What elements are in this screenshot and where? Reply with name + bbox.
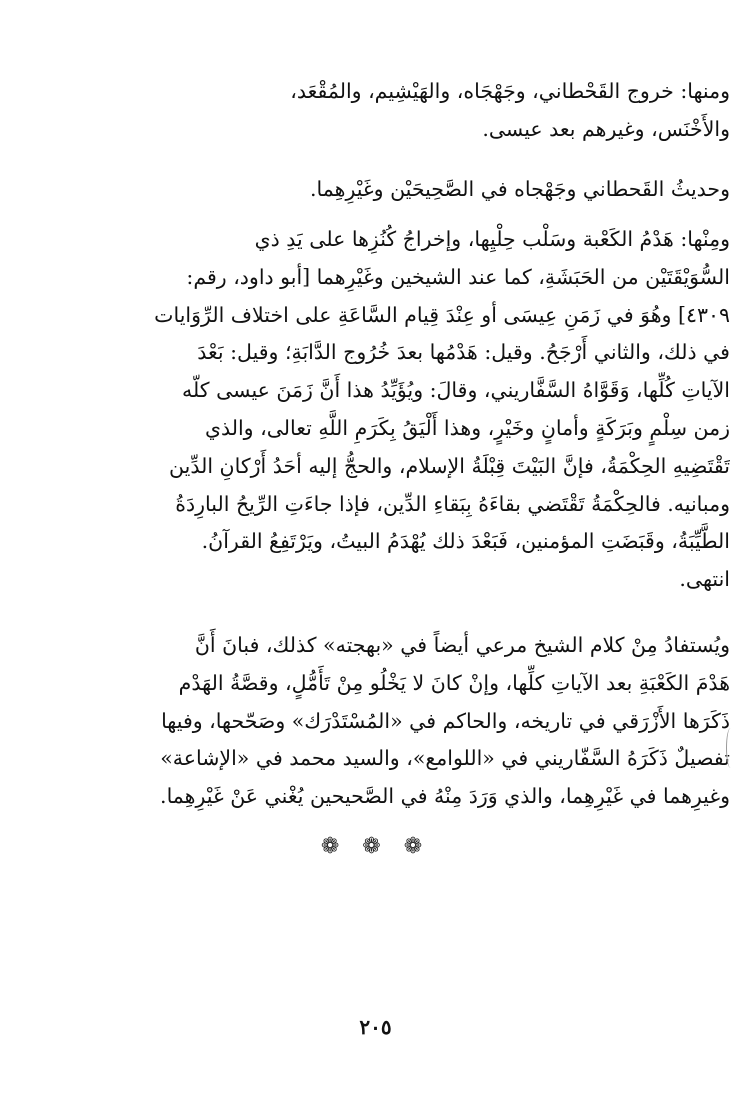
text-line: ومبانيه. فالحِكْمَةُ تَقْتَضي بقاءَهُ بِبَقاءِ الدِّين، فإذا جاءَتِ الرِّيحُ البارِدَةُ xyxy=(175,491,730,516)
text-line: ويُستفادُ مِنْ كلام الشيخ مرعي أيضاً في «بهجته» كذلك، فبانَ أَنَّ xyxy=(194,633,730,657)
text-line: وغيرِهما في غَيْرِهِما، والذي وَرَدَ مِنْهُ في الصَّحيحين يُغْني عَنْ غَيْرِهِما. xyxy=(160,784,730,809)
section-ornament: ❁ ❁ ❁ xyxy=(320,834,431,859)
text-line: ذَكَرَها الأَزْرَقي في تاريخه، والحاكم في «المُسْتَدْرَك» وصَحّحها، وفيها xyxy=(161,708,730,733)
text-line: الطَّيِّبَةُ، وقَبَضَتِ المؤمنين، فَبَعْدَ ذلك يُهْدَمُ البيتُ، ويَرْتَفِعُ القرآنُ. xyxy=(201,529,730,554)
text-line: انتهى. xyxy=(679,567,730,592)
paragraph-hadith-note xyxy=(60,171,730,209)
text-line: الآياتِ كُلِّها، وَقَوَّاهُ السَّفَّاريني، وقالَ: ويُؤَيِّدُ هذا أَنَّ زَمَنَ عيسى كلّه xyxy=(182,378,730,403)
paragraph-sheikh-marai xyxy=(60,627,730,816)
text-line: تَقْتَضِيهِ الحِكْمَةُ، فإنَّ البَيْتَ قِبْلَةُ الإسلام، والحجُّ إليه أحَدُ أَرْكانِ الدِّين xyxy=(169,453,730,478)
paragraph-signs-qahtani xyxy=(60,73,730,149)
text-line: ومِنْها: هَدْمُ الكَعْبة وسَلْب حِلْيِها، وإخراجُ كُنُزِها على يَدِ ذي xyxy=(254,227,730,251)
text-line: زمن سِلْمٍ وبَرَكَةٍ وأمانٍ وخَيْرٍ، وهذا أَلْيَقُ بِكَرَمِ اللَّهِ تعالى، والذي xyxy=(204,415,730,440)
text-line: والأَخْنَس، وغيرهم بعد عيسى. xyxy=(482,116,730,141)
text-line: ومنها: خروج القَحْطاني، وجَهْجَاه، والهَيْشِيم، والمُقْعَد، xyxy=(290,79,730,103)
page-number: ٢٠٥ xyxy=(359,1015,392,1039)
margin-bracket-mark xyxy=(726,728,735,768)
paragraph-kaaba-destruction xyxy=(60,221,730,599)
text-line: السُّوَيْقَتَيْن من الحَبَشَةِ، كما عند الشيخين وغَيْرِهما [أبو داود، رقم: xyxy=(186,264,730,289)
text-line: هَدْمَ الكَعْبَةِ بعد الآياتِ كلِّها، وإنْ كانَ لا يَخْلُو مِنْ تَأَمُّلٍ، وقصَّةُ الهَدْم xyxy=(178,670,730,695)
text-line: تفصيلٌ ذَكَرَهُ السَّفّاريني في «اللوامع»، والسيد محمد في «الإشاعة» xyxy=(160,746,730,771)
text-line: وحديثُ القَحطاني وجَهْجاه في الصَّحِيحَيْن وغَيْرِهِما. xyxy=(310,177,730,201)
text-line: ٤٣٠٩] وهُوَ في زَمَنِ عِيسَى أو عِنْدَ قِيام السَّاعَةِ على اختلاف الرِّوَايات xyxy=(154,302,730,327)
text-line: في ذلك، والثاني أَرْجَحُ. وقيل: هَدْمُها بعدَ خُرُوج الدَّابَةِ؛ وقيل: بَعْدَ xyxy=(197,340,730,365)
